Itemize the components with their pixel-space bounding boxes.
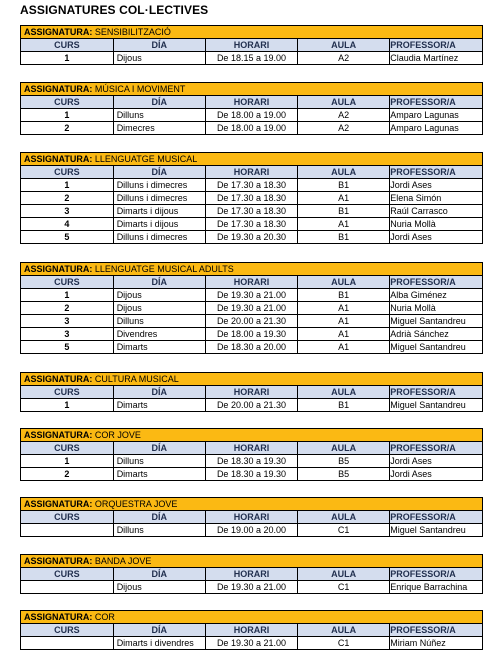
subject-row <box>21 611 482 624</box>
cell-aula: A1 <box>298 315 390 328</box>
cell-dia: Dilluns <box>113 524 205 537</box>
cell-dia: Dilluns <box>113 109 205 122</box>
cell-aula: B1 <box>298 205 390 218</box>
header-dia: DÍA <box>113 511 205 524</box>
header-horari: HORARI <box>205 166 297 179</box>
cell-professor: Nuria Mollà <box>390 302 482 315</box>
cell-curs: 3 <box>21 328 113 341</box>
subject-cell <box>21 153 482 166</box>
header-curs: CURS <box>21 624 113 637</box>
cell-horari: De 18.15 a 19.00 <box>205 52 297 65</box>
header-horari: HORARI <box>205 386 297 399</box>
cell-horari: De 18.00 a 19.30 <box>205 328 297 341</box>
table-row <box>21 205 482 218</box>
header-aula: AULA <box>298 96 390 109</box>
cell-curs: 1 <box>21 109 113 122</box>
cell-aula: A1 <box>298 341 390 354</box>
schedule-table <box>21 263 482 353</box>
header-row <box>21 624 482 637</box>
subject-block <box>20 25 483 65</box>
table-row <box>21 328 482 341</box>
subject-cell <box>21 26 482 39</box>
cell-dia: Dilluns i dimecres <box>113 231 205 244</box>
cell-aula: B1 <box>298 231 390 244</box>
cell-dia: Divendres <box>113 328 205 341</box>
cell-dia: Dijous <box>113 581 205 594</box>
table-row <box>21 341 482 354</box>
cell-professor: Miguel Santandreu <box>390 342 466 352</box>
subject-label: ASSIGNATURA: <box>24 612 93 622</box>
subject-row <box>21 555 482 568</box>
header-curs: CURS <box>21 442 113 455</box>
header-professor: PROFESSOR/A <box>390 39 482 52</box>
table-row <box>21 289 482 302</box>
cell-horari: De 19.30 a 21.00 <box>205 289 297 302</box>
subject-label: ASSIGNATURA: <box>24 430 93 440</box>
header-dia: DÍA <box>113 39 205 52</box>
cell-curs: 2 <box>21 302 113 315</box>
cell-curs: 3 <box>21 315 113 328</box>
cell-professor: Jordi Ases <box>390 179 482 192</box>
subject-row <box>21 373 482 386</box>
subject-block <box>20 554 483 594</box>
cell-dia: Dilluns i dimecres <box>113 179 205 192</box>
cell-horari: De 19.30 a 20.30 <box>205 231 297 244</box>
subject-cell <box>21 83 482 96</box>
subject-label: ASSIGNATURA: <box>24 154 93 164</box>
subject-name: BANDA JOVE <box>94 556 152 566</box>
subject-name: LLENGUATGE MUSICAL <box>94 154 198 164</box>
schedule-table <box>21 26 482 64</box>
cell-professor: Elena Simón <box>390 192 482 205</box>
header-dia: DÍA <box>113 442 205 455</box>
subject-label: ASSIGNATURA: <box>24 27 93 37</box>
header-aula: AULA <box>298 386 390 399</box>
header-aula: AULA <box>298 568 390 581</box>
cell-aula: A2 <box>298 52 390 65</box>
table-row <box>21 399 482 412</box>
header-aula: AULA <box>298 442 390 455</box>
subject-cell <box>21 611 482 624</box>
subject-block <box>20 497 483 537</box>
header-dia: DÍA <box>113 276 205 289</box>
table-row <box>21 637 482 650</box>
cell-aula: A1 <box>298 302 390 315</box>
cell-professor: Miguel Santandreu <box>390 400 466 410</box>
subject-block <box>20 428 483 481</box>
header-professor: PROFESSOR/A <box>390 96 482 109</box>
header-dia: DÍA <box>113 624 205 637</box>
subject-name: CULTURA MUSICAL <box>94 374 179 384</box>
header-aula: AULA <box>298 166 390 179</box>
cell-curs <box>21 581 113 594</box>
cell-horari: De 19.00 a 20.00 <box>205 524 297 537</box>
cell-professor: Claudia Martínez <box>390 53 459 63</box>
cell-curs <box>21 637 113 650</box>
schedule-table <box>21 429 482 480</box>
cell-horari: De 18.30 a 20.00 <box>205 341 297 354</box>
subject-row <box>21 26 482 39</box>
cell-curs: 5 <box>21 341 113 354</box>
subject-label: ASSIGNATURA: <box>24 84 93 94</box>
header-professor: PROFESSOR/A <box>390 276 482 289</box>
table-row <box>21 218 482 231</box>
header-aula: AULA <box>298 624 390 637</box>
cell-aula: B1 <box>298 179 390 192</box>
cell-dia: Dijous <box>113 289 205 302</box>
header-professor: PROFESSOR/A <box>390 166 482 179</box>
cell-curs: 3 <box>21 205 113 218</box>
cell-aula: B1 <box>298 399 390 412</box>
subject-row <box>21 153 482 166</box>
subject-cell <box>21 263 482 276</box>
header-aula: AULA <box>298 39 390 52</box>
cell-horari: De 19.30 a 21.00 <box>205 637 297 650</box>
header-horari: HORARI <box>205 96 297 109</box>
schedule-table <box>21 373 482 411</box>
cell-aula: C1 <box>298 581 390 594</box>
cell-professor: Amparo Lagunas <box>390 123 459 133</box>
cell-aula: A1 <box>298 192 390 205</box>
header-curs: CURS <box>21 511 113 524</box>
cell-aula: B1 <box>298 289 390 302</box>
header-horari: HORARI <box>205 276 297 289</box>
header-horari: HORARI <box>205 568 297 581</box>
cell-professor: Miriam Núñez <box>390 638 446 648</box>
cell-dia: Dimarts i dijous <box>113 205 205 218</box>
cell-professor: Amparo Lagunas <box>390 109 482 122</box>
table-row <box>21 455 482 468</box>
cell-professor: Miguel Santandreu <box>390 525 466 535</box>
header-curs: CURS <box>21 276 113 289</box>
header-curs: CURS <box>21 166 113 179</box>
cell-aula: A2 <box>298 122 390 135</box>
header-row <box>21 568 482 581</box>
table-row <box>21 109 482 122</box>
subject-block <box>20 152 483 244</box>
header-curs: CURS <box>21 39 113 52</box>
header-professor: PROFESSOR/A <box>390 568 482 581</box>
subject-cell <box>21 373 482 386</box>
header-professor: PROFESSOR/A <box>390 624 482 637</box>
header-horari: HORARI <box>205 624 297 637</box>
cell-horari: De 17.30 a 18.30 <box>205 179 297 192</box>
cell-curs: 1 <box>21 289 113 302</box>
cell-horari: De 20.00 a 21.30 <box>205 315 297 328</box>
cell-curs: 2 <box>21 468 113 481</box>
cell-curs: 1 <box>21 52 113 65</box>
subject-label: ASSIGNATURA: <box>24 264 93 274</box>
cell-dia: Dimecres <box>113 122 205 135</box>
schedule-table <box>21 611 482 649</box>
subject-name: COR <box>94 612 115 622</box>
header-row <box>21 39 482 52</box>
header-aula: AULA <box>298 511 390 524</box>
cell-aula: B5 <box>298 455 390 468</box>
subject-block <box>20 262 483 354</box>
cell-professor: Raúl Carrasco <box>390 205 482 218</box>
cell-aula: A2 <box>298 109 390 122</box>
header-row <box>21 511 482 524</box>
table-row <box>21 179 482 192</box>
cell-horari: De 19.30 a 21.00 <box>205 302 297 315</box>
cell-professor: Jordi Ases <box>390 232 432 242</box>
table-row <box>21 192 482 205</box>
cell-curs <box>21 524 113 537</box>
header-curs: CURS <box>21 386 113 399</box>
header-dia: DÍA <box>113 166 205 179</box>
subject-name: LLENGUATGE MUSICAL ADULTS <box>94 264 234 274</box>
header-professor: PROFESSOR/A <box>390 442 482 455</box>
subject-name: ORQUESTRA JOVE <box>94 499 178 509</box>
subject-name: COR JOVE <box>94 430 141 440</box>
cell-dia: Dijous <box>113 52 205 65</box>
subject-row <box>21 263 482 276</box>
page-title: ASSIGNATURES COL·LECTIVES <box>20 3 209 17</box>
subject-label: ASSIGNATURA: <box>24 556 93 566</box>
header-horari: HORARI <box>205 442 297 455</box>
table-row <box>21 302 482 315</box>
header-curs: CURS <box>21 568 113 581</box>
header-professor: PROFESSOR/A <box>390 511 482 524</box>
cell-professor: Alba Giménez <box>390 289 482 302</box>
subject-row <box>21 83 482 96</box>
subject-cell <box>21 429 482 442</box>
table-row <box>21 52 482 65</box>
header-row <box>21 166 482 179</box>
cell-aula: A1 <box>298 328 390 341</box>
header-aula: AULA <box>298 276 390 289</box>
cell-professor: Enrique Barrachina <box>390 582 468 592</box>
table-row <box>21 122 482 135</box>
cell-dia: Dilluns i dimecres <box>113 192 205 205</box>
cell-professor: Nuria Mollà <box>390 218 482 231</box>
subject-row <box>21 429 482 442</box>
cell-curs: 1 <box>21 455 113 468</box>
cell-professor: Jordi Ases <box>390 455 482 468</box>
subject-cell <box>21 498 482 511</box>
schedule-table <box>21 555 482 593</box>
subject-block <box>20 82 483 135</box>
table-row <box>21 468 482 481</box>
header-row <box>21 96 482 109</box>
cell-professor: Jordi Ases <box>390 469 432 479</box>
header-horari: HORARI <box>205 39 297 52</box>
table-row <box>21 524 482 537</box>
header-professor: PROFESSOR/A <box>390 386 482 399</box>
cell-horari: De 20.00 a 21.30 <box>205 399 297 412</box>
cell-horari: De 17.30 a 18.30 <box>205 205 297 218</box>
header-row <box>21 442 482 455</box>
cell-horari: De 18.00 a 19.00 <box>205 122 297 135</box>
subject-cell <box>21 555 482 568</box>
header-dia: DÍA <box>113 386 205 399</box>
header-row <box>21 386 482 399</box>
table-row <box>21 315 482 328</box>
cell-horari: De 19.30 a 21.00 <box>205 581 297 594</box>
subject-name: SENSIBILITZACIÓ <box>94 27 171 37</box>
schedule-table <box>21 498 482 536</box>
schedule-table <box>21 83 482 134</box>
subject-block <box>20 610 483 650</box>
header-curs: CURS <box>21 96 113 109</box>
cell-dia: Dimarts <box>113 468 205 481</box>
cell-curs: 1 <box>21 399 113 412</box>
cell-aula: C1 <box>298 637 390 650</box>
cell-horari: De 18.30 a 19.30 <box>205 468 297 481</box>
subject-row <box>21 498 482 511</box>
cell-horari: De 17.30 a 18.30 <box>205 192 297 205</box>
cell-dia: Dilluns <box>113 455 205 468</box>
cell-aula: B5 <box>298 468 390 481</box>
subject-label: ASSIGNATURA: <box>24 374 93 384</box>
cell-dia: Dimarts <box>113 341 205 354</box>
cell-professor: Adrià Sánchez <box>390 328 482 341</box>
cell-curs: 2 <box>21 192 113 205</box>
cell-professor: Miguel Santandreu <box>390 315 482 328</box>
subject-label: ASSIGNATURA: <box>24 499 93 509</box>
cell-dia: Dilluns <box>113 315 205 328</box>
header-row <box>21 276 482 289</box>
header-dia: DÍA <box>113 568 205 581</box>
cell-curs: 1 <box>21 179 113 192</box>
subject-name: MÚSICA I MOVIMENT <box>94 84 186 94</box>
subject-block <box>20 372 483 412</box>
cell-curs: 2 <box>21 122 113 135</box>
cell-dia: Dimarts <box>113 399 205 412</box>
cell-aula: A1 <box>298 218 390 231</box>
cell-horari: De 18.30 a 19.30 <box>205 455 297 468</box>
cell-dia: Dimarts i dijous <box>113 218 205 231</box>
cell-curs: 4 <box>21 218 113 231</box>
header-horari: HORARI <box>205 511 297 524</box>
cell-horari: De 18.00 a 19.00 <box>205 109 297 122</box>
schedule-table <box>21 153 482 243</box>
cell-aula: C1 <box>298 524 390 537</box>
cell-curs: 5 <box>21 231 113 244</box>
cell-dia: Dijous <box>113 302 205 315</box>
cell-horari: De 17.30 a 18.30 <box>205 218 297 231</box>
table-row <box>21 581 482 594</box>
header-dia: DÍA <box>113 96 205 109</box>
cell-dia: Dimarts i divendres <box>113 637 205 650</box>
table-row <box>21 231 482 244</box>
